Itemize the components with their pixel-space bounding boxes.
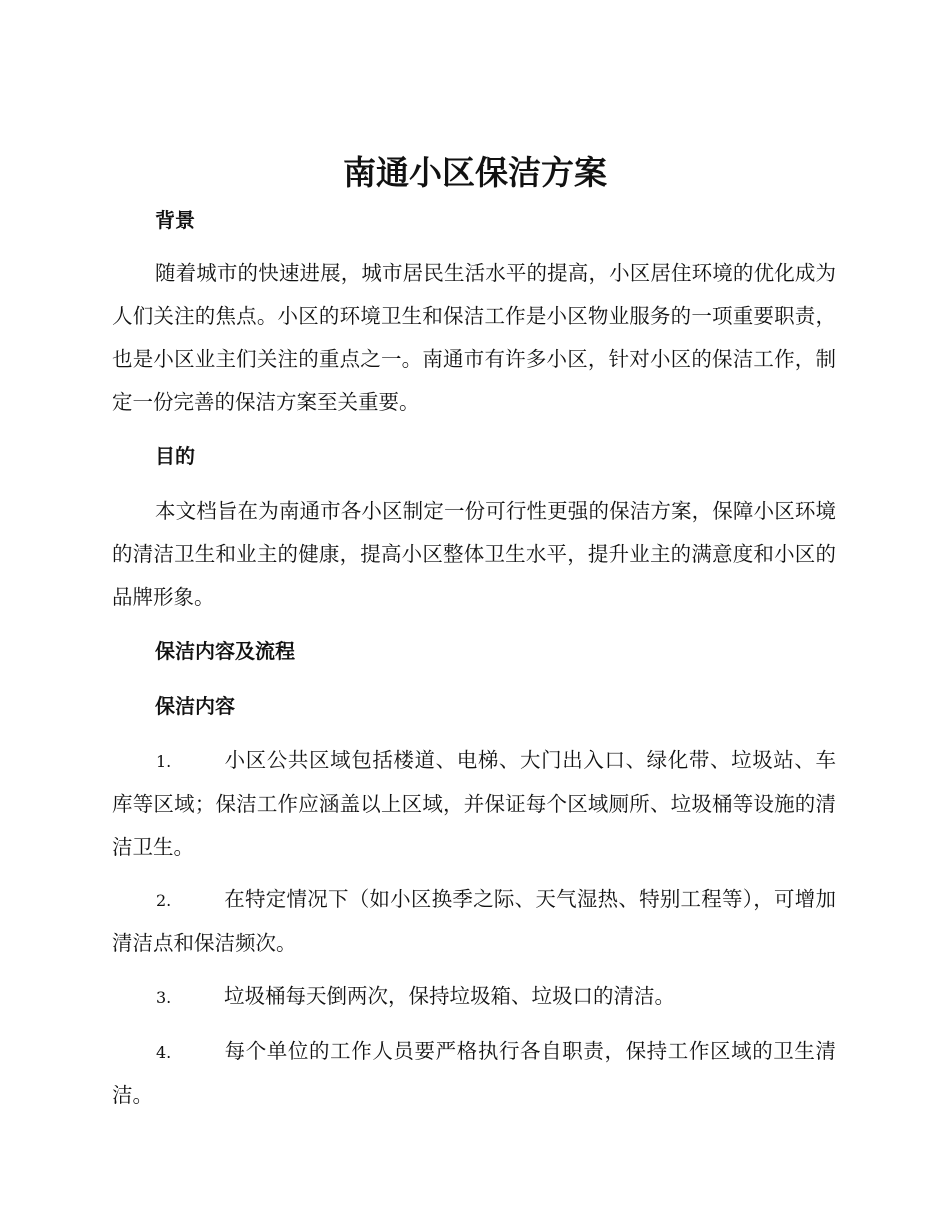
document-title: 南通小区保洁方案 xyxy=(343,153,607,192)
section-heading-purpose: 目的 xyxy=(155,444,195,468)
list-item-number: 3. xyxy=(156,988,172,1007)
list-item-text: 在特定情况下（如小区换季之际、天气湿热、特别工程等），可增加清洁点和保洁频次。 xyxy=(112,887,836,955)
list-item xyxy=(112,739,836,869)
list-item-number: 4. xyxy=(156,1043,172,1062)
background-paragraph: 随着城市的快速进展，城市居民生活水平的提高，小区居住环境的优化成为人们关注的焦点。小区的环境卫生和保洁工作是小区物业服务的一项重要职责，也是小区业主们关注的重点之一。南通市有许多小区，针对小区的保洁工作，制定一份完善的保洁方案至关重要。 xyxy=(112,261,836,414)
section-heading-content: 保洁内容 xyxy=(155,694,235,718)
list-item xyxy=(112,975,836,1019)
section-heading-content-and-process: 保洁内容及流程 xyxy=(155,639,295,663)
list-item-text: 小区公共区域包括楼道、电梯、大门出入口、绿化带、垃圾站、车库等区域；保洁工作应涵盖以上区域，并保证每个区域厕所、垃圾桶等设施的清洁卫生。 xyxy=(112,748,836,859)
section-heading-background: 背景 xyxy=(155,208,195,232)
list-item-number: 2. xyxy=(156,891,172,910)
list-item xyxy=(112,878,836,965)
list-item-number: 1. xyxy=(156,752,172,771)
purpose-paragraph: 本文档旨在为南通市各小区制定一份可行性更强的保洁方案，保障小区环境的清洁卫生和业主的健康，提高小区整体卫生水平，提升业主的满意度和小区的品牌形象。 xyxy=(112,499,836,609)
list-item xyxy=(112,1030,836,1117)
list-item-text: 垃圾桶每天倒两次，保持垃圾箱、垃圾口的清洁。 xyxy=(224,984,675,1008)
list-item-text: 每个单位的工作人员要严格执行各自职责，保持工作区域的卫生清洁。 xyxy=(112,1039,836,1107)
